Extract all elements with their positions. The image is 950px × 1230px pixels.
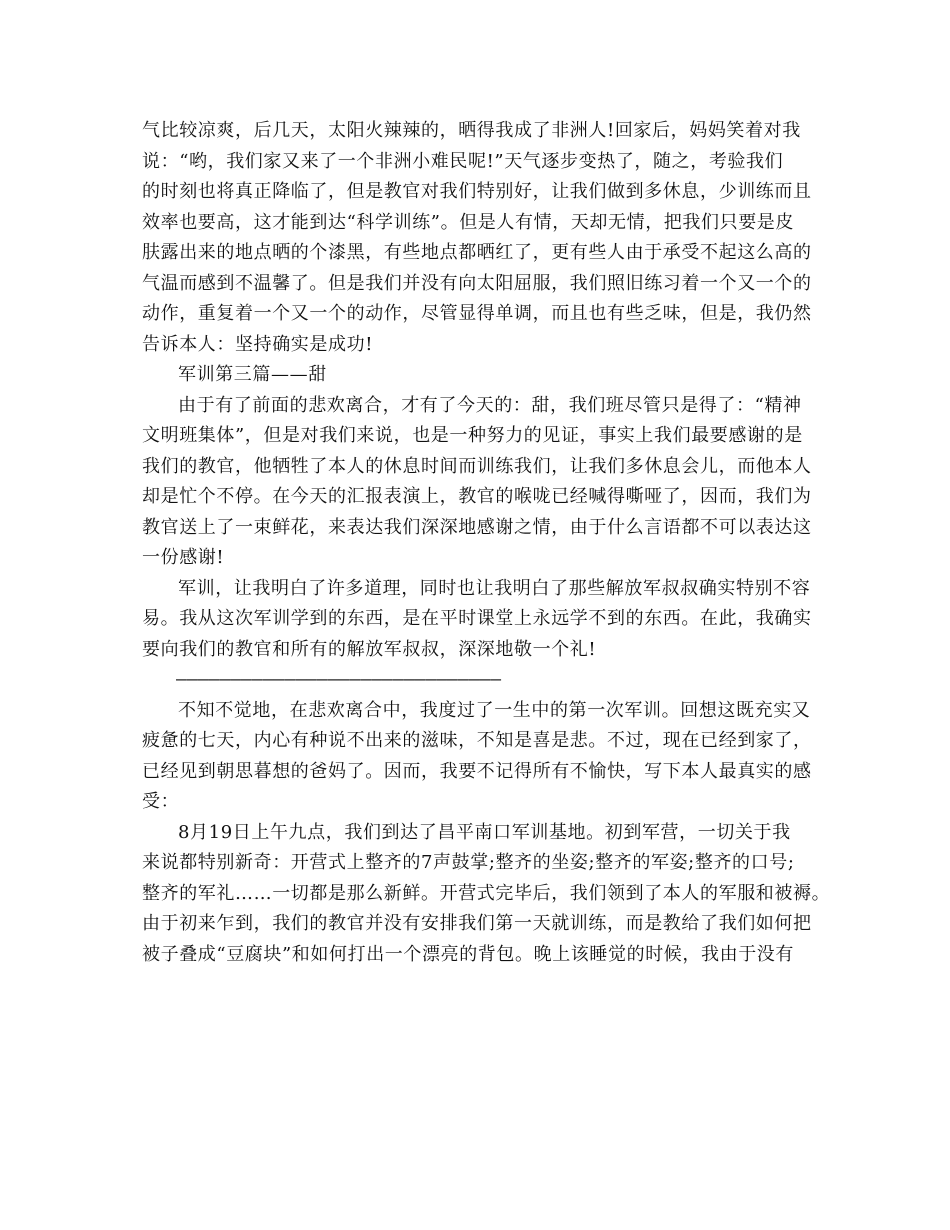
text-line: 由于有了前面的悲欢离合，才有了今天的：甜，我们班尽管只是得了：“精神	[178, 394, 802, 416]
text-line: 一份感谢!	[142, 547, 225, 568]
text-line: 军训，让我明白了许多道理，同时也让我明白了那些解放军叔叔确实特别不容	[178, 577, 811, 599]
text-line: 已经见到朝思暮想的爸妈了。因而，我要不记得所有不愉快，写下本人最真实的感	[142, 760, 812, 782]
document-body	[142, 116, 832, 970]
text-line: 由于初来乍到，我们的教官并没有安排我们第一天就训练，而是教给了我们如何把	[142, 913, 812, 934]
text-line: 教官送上了一束鲜花，来表达我们深深地感谢之情，由于什么言语都不可以表达这	[142, 516, 812, 538]
text-line: 我们的教官，他牺牲了本人的休息时间而训练我们，让我们多休息会儿，而他本人	[142, 455, 812, 477]
text-line: 文明班集体”，但是对我们来说，也是一种努力的见证，事实上我们最要感谢的是	[142, 425, 803, 446]
text-line: 肤露出来的地点晒的个漆黑，有些地点都晒红了，更有些人由于承受不起这么高的	[142, 242, 812, 263]
text-line: 要向我们的教官和所有的解放军叔叔，深深地敬一个礼!	[142, 638, 597, 660]
text-line: 来说都特别新奇：开营式上整齐的7声鼓掌;整齐的坐姿;整齐的军姿;整齐的口号;	[142, 852, 795, 873]
text-line: 受：	[142, 791, 180, 812]
text-line: 效率也要高，这才能到达“科学训练”。但是人有情，天却无情，把我们只要是皮	[142, 211, 795, 233]
text-line: 疲惫的七天，内心有种说不出来的滋味，不知是喜是悲。不过，现在已经到家了，	[142, 730, 812, 751]
section-heading: 军训第三篇——甜	[178, 364, 327, 385]
separator-line: ——————————————————————————————	[176, 669, 502, 690]
text-line: 动作，重复着一个又一个的动作，尽管显得单调，而且也有些乏味，但是，我仍然	[142, 303, 812, 324]
text-line: 告诉本人：坚持确实是成功!	[142, 333, 374, 355]
text-line: 被子叠成“豆腐块”和如何打出一个漂亮的背包。晚上该睡觉的时候，我由于没有	[142, 943, 795, 965]
text-line: 说：“哟，我们家又来了一个非洲小难民呢!”天气逐步变热了，随之，考验我们	[142, 150, 784, 172]
text-line: 却是忙个不停。在今天的汇报表演上，教官的喉咙已经喊得嘶哑了，因而，我们为	[142, 486, 812, 507]
text-line: 8月19日上午九点，我们到达了昌平南口军训基地。初到军营，一切关于我	[178, 821, 791, 843]
text-line: 气温而感到不温馨了。但是我们并没有向太阳屈服，我们照旧练习着一个又一个的	[142, 272, 812, 294]
text-line: 的时刻也将真正降临了，但是教官对我们特别好，让我们做到多休息，少训练而且	[142, 181, 812, 202]
text-line: 气比较凉爽，后几天，太阳火辣辣的，晒得我成了非洲人!回家后，妈妈笑着对我	[142, 120, 801, 141]
text-line: 整齐的军礼……一切都是那么新鲜。开营式完毕后，我们领到了本人的军服和被褥。	[142, 882, 831, 904]
text-line: 不知不觉地，在悲欢离合中，我度过了一生中的第一次军训。回想这既充实又	[178, 699, 811, 721]
text-line: 易。我从这次军训学到的东西，是在平时课堂上永远学不到的东西。在此，我确实	[142, 608, 812, 629]
